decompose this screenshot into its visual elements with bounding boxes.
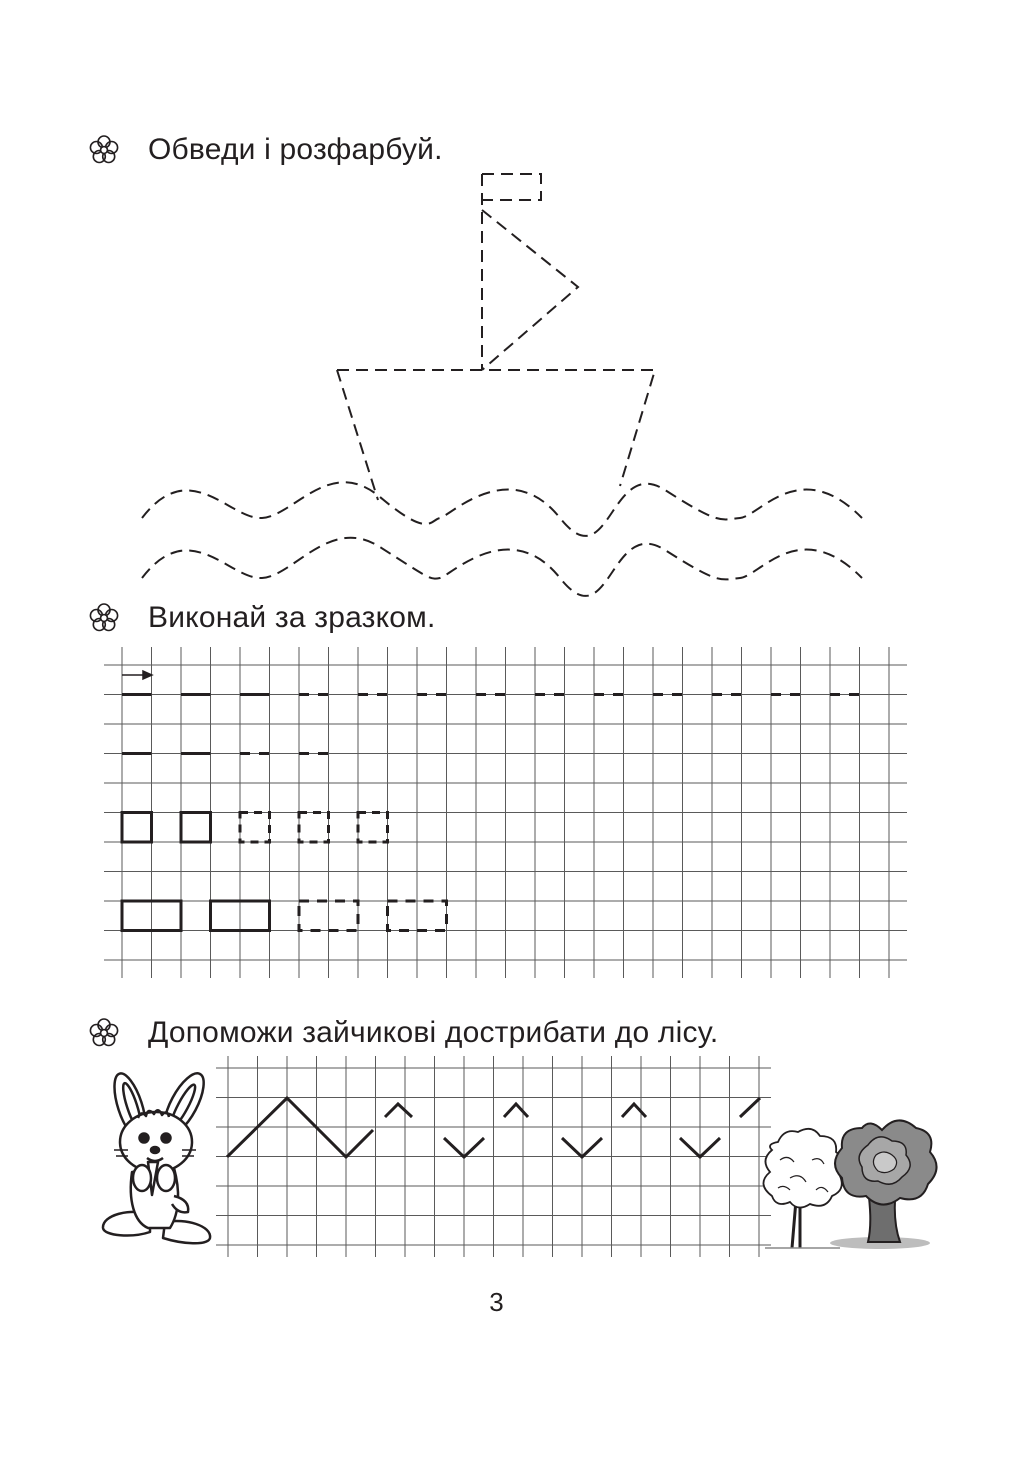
birch-tree-icon (763, 1129, 844, 1248)
forest-icon (763, 1120, 936, 1249)
page-number: 3 (489, 1287, 504, 1317)
task-2-title: Виконай за зразком. (148, 601, 436, 634)
rabbit-icon (103, 1068, 211, 1243)
task-3-title: Допоможи зайчикові дострибати до лісу. (148, 1016, 719, 1049)
grid-paper (216, 1056, 771, 1257)
task-1-title: Обведи і розфарбуй. (148, 133, 443, 166)
round-tree-icon (830, 1120, 937, 1249)
